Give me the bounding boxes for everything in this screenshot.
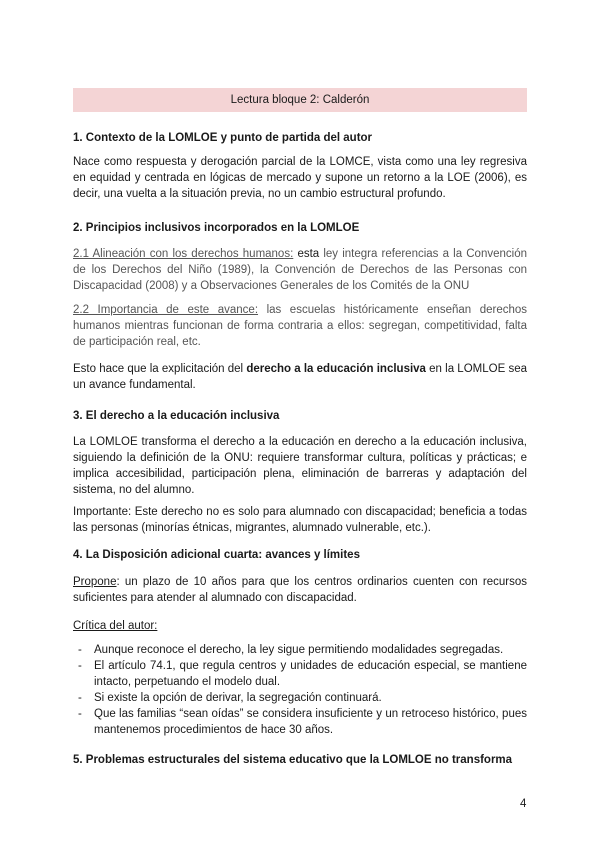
- critique-label: Crítica del autor:: [73, 620, 158, 632]
- section-1-heading: 1. Contexto de la LOMLOE y punto de partida del autor: [73, 132, 373, 144]
- section-3-paragraph-2: Importante: Este derecho no es solo para alumnado con discapacidad; beneficia a todas las personas (minorías étnicas, migrantes, alumnado vulnerable, etc.).: [73, 506, 527, 534]
- conclusion-text-start: Esto hace que la explicitación del: [73, 363, 247, 375]
- conclusion-text-end: en la LOMLOE sea un avance fundamental.: [73, 363, 527, 391]
- section-4-critique-label: [73, 618, 527, 634]
- list-item: - Aunque reconoce el derecho, la ley sigue permitiendo modalidades segregadas.: [73, 642, 527, 658]
- list-item: - Si existe la opción de derivar, la segregación continuará.: [73, 690, 527, 706]
- section-2-1-label: 2.1 Alineación con los derechos humanos:: [73, 248, 294, 260]
- section-2-2-label: 2.2 Importancia de este avance:: [73, 304, 259, 316]
- conclusion-emphasis: derecho a la educación inclusiva: [246, 363, 426, 375]
- proposal-text: : un plazo de 10 años para que los centros ordinarios cuenten con recursos suficientes para atender al alumnado con discapacidad.: [73, 576, 527, 604]
- critique-list: [73, 642, 527, 738]
- section-5-heading: 5. Problemas estructurales del sistema educativo que la LOMLOE no transforma: [73, 754, 513, 766]
- section-4-heading: 4. La Disposición adicional cuarta: avances y límites: [73, 549, 360, 561]
- section-2-conclusion: [73, 361, 527, 393]
- proposal-label: Propone: [73, 576, 117, 588]
- section-2-2-text: las escuelas históricamente enseñan derechos humanos mientras funcionan de forma contraria a ellos: segregan, competitividad, falta de participación real, etc.: [73, 304, 528, 348]
- list-item: - El artículo 74.1, que regula centros y unidades de educación especial, se mantiene intacto, perpetuando el modelo dual.: [73, 658, 527, 690]
- section-2-1-paragraph: [73, 246, 527, 294]
- section-4-proposal: [73, 574, 527, 606]
- section-1-paragraph: Nace como respuesta y derogación parcial de la LOMCE, vista como una ley regresiva en equidad y centrada en lógicas de mercado y supone un retorno a la LOE (2006), es decir, una vuelta a la situación previa, no un cambio estructural profundo.: [73, 156, 527, 200]
- section-2-2-paragraph: [73, 302, 527, 350]
- page-number: 4: [520, 798, 527, 810]
- section-3-paragraph-1: La LOMLOE transforma el derecho a la educación en derecho a la educación inclusiva, siguiendo la definición de la ONU: requiere transformar cultura, políticas y prácticas; e implica accesibilidad, participación plena, eliminación de barreras y adaptación del sistema, no del alumno.: [73, 436, 527, 496]
- section-3-heading: 3. El derecho a la educación inclusiva: [73, 410, 280, 422]
- reading-title-banner: Lectura bloque 2: Calderón: [73, 88, 527, 112]
- section-2-heading: 2. Principios inclusivos incorporados en la LOMLOE: [73, 222, 360, 234]
- section-2-1-text: ley integra referencias a la Convención de los Derechos del Niño (1989), la Convención de Derechos de las Personas con Discapacidad (2008) y a Observaciones Generales de los Comités de la ONU: [73, 248, 527, 292]
- section-2-1-lead: esta: [293, 248, 320, 260]
- list-item: - Que las familias “sean oídas” se considera insuficiente y un retroceso histórico, pues mantenemos procedimientos de hace 30 años.: [73, 706, 527, 738]
